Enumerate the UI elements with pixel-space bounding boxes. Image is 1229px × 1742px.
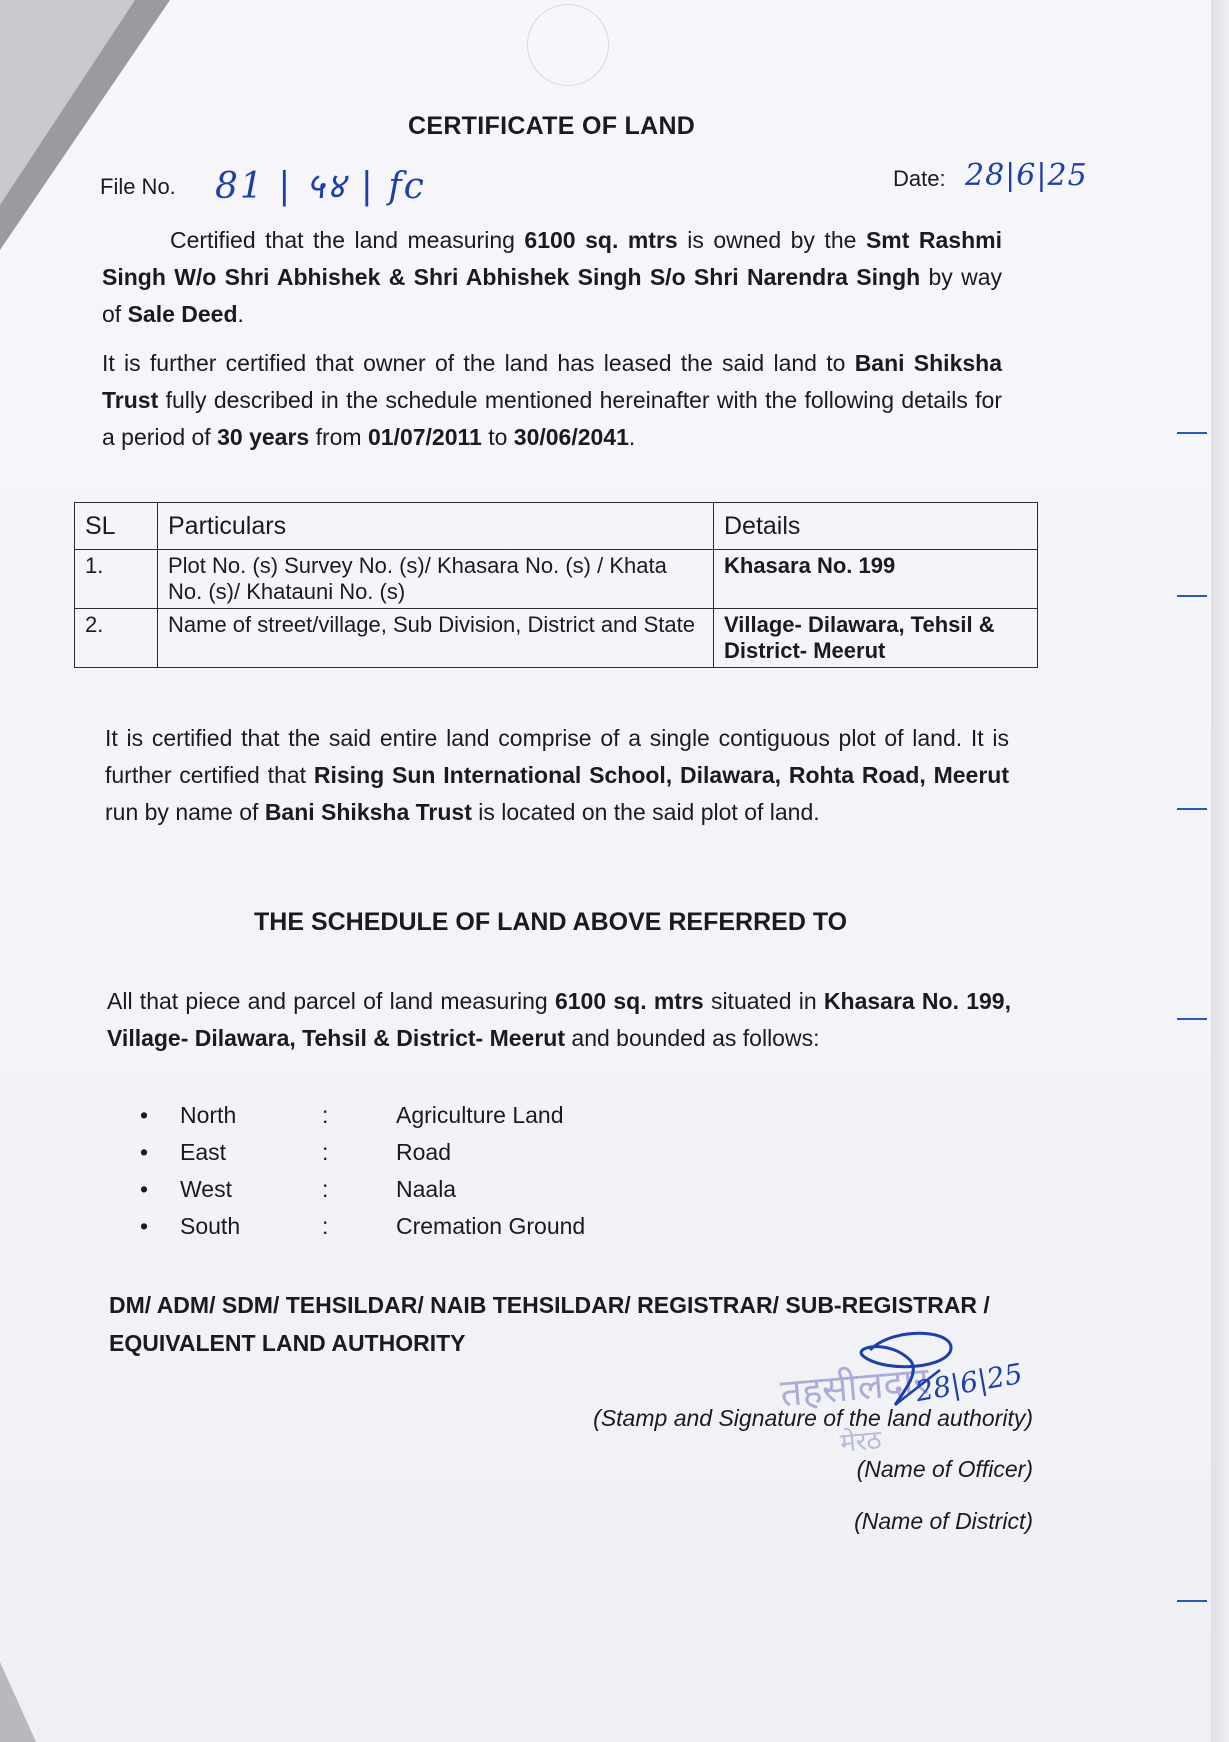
official-stamp: तहसीलदार — [778, 1358, 931, 1416]
table-row — [75, 550, 1038, 609]
boundary-value: Agriculture Land — [396, 1102, 564, 1128]
table-cell-particulars: Plot No. (s) Survey No. (s)/ Khasara No. (s) / Khata No. (s)/ Khatauni No. (s) — [158, 550, 714, 609]
table-row — [75, 609, 1038, 668]
torn-corner — [0, 1662, 36, 1742]
separator: : — [322, 1102, 329, 1128]
boundary-direction: South — [180, 1213, 241, 1239]
edge-mark — [1177, 1018, 1207, 1020]
page-edge-shadow — [1211, 0, 1229, 1742]
table-cell-sl: 1. — [75, 550, 158, 609]
separator: : — [322, 1139, 329, 1165]
edge-mark — [1177, 595, 1207, 597]
boundary-direction: East — [180, 1139, 227, 1165]
official-stamp-place: मेरठ — [838, 1424, 883, 1458]
table-header: SL — [75, 503, 158, 550]
schedule-paragraph: All that piece and parcel of land measuring 6100 sq. mtrs situated in Khasara No. 199, Village- Dilawara, Tehsil & District- Meerut and bounded as follows: — [107, 988, 1011, 1051]
table-cell-sl: 2. — [75, 609, 158, 668]
contiguous-plot-paragraph: It is certified that the said entire land comprise of a single contiguous plot of land. It is further certified that Rising Sun International School, Dilawara, Rohta Road, Meerut run by name of Bani Shiksha Trust is located on the said plot of land. — [105, 725, 1009, 825]
separator: : — [322, 1176, 329, 1202]
boundary-value: Road — [396, 1139, 451, 1165]
table-header: Details — [714, 503, 1038, 550]
separator: : — [322, 1213, 329, 1239]
schedule-heading: THE SCHEDULE OF LAND ABOVE REFERRED TO — [254, 908, 848, 936]
table-cell-details: Khasara No. 199 — [714, 550, 1038, 609]
table-cell-particulars: Name of street/village, Sub Division, District and State — [158, 609, 714, 668]
bullet-icon: • — [140, 1213, 149, 1239]
file-number-label: File No. — [100, 174, 176, 199]
certification-paragraph: Certified that the land measuring 6100 sq. mtrs is owned by the Smt Rashmi Singh W/o Shri Abhishek & Shri Abhishek Singh S/o Shri Narendra Singh by way of Sale Deed. — [102, 227, 1002, 327]
file-number-handwritten: 81 | ५४ | fc — [215, 166, 426, 207]
table-header-row — [75, 503, 1038, 550]
boundary-value: Naala — [396, 1176, 457, 1202]
stamp-handwritten-date: 28|6|25 — [912, 1356, 1025, 1409]
stamp-signature-caption: (Stamp and Signature of the land authority) — [593, 1405, 1033, 1431]
edge-mark — [1177, 1600, 1207, 1602]
table-header: Particulars — [158, 503, 714, 550]
date-handwritten: 28|6|25 — [965, 158, 1088, 193]
table-cell-details: Village- Dilawara, Tehsil & District- Meerut — [714, 609, 1038, 668]
district-name-caption: (Name of District) — [854, 1508, 1033, 1534]
punch-hole-mark — [527, 4, 609, 86]
authority-designation: DM/ ADM/ SDM/ TEHSILDAR/ NAIB TEHSILDAR/ REGISTRAR/ SUB-REGISTRAR / EQUIVALENT LAND AUTHORITY — [109, 1292, 990, 1356]
document-title: CERTIFICATE OF LAND — [408, 112, 696, 140]
bullet-icon: • — [140, 1102, 149, 1128]
boundary-direction: West — [180, 1176, 232, 1202]
boundary-value: Cremation Ground — [396, 1213, 586, 1239]
officer-name-caption: (Name of Officer) — [856, 1456, 1033, 1482]
bullet-icon: • — [140, 1139, 149, 1165]
bullet-icon: • — [140, 1176, 149, 1202]
land-details-table — [74, 502, 1038, 668]
boundary-direction: North — [180, 1102, 237, 1128]
date-label: Date: — [893, 166, 946, 191]
edge-mark — [1177, 432, 1207, 434]
lease-paragraph: It is further certified that owner of the land has leased the said land to Bani Shiksha Trust fully described in the schedule mentioned hereinafter with the following details for a period of 30 years from 01/07/2011 to 30/06/2041. — [102, 350, 1002, 450]
edge-mark — [1177, 808, 1207, 810]
